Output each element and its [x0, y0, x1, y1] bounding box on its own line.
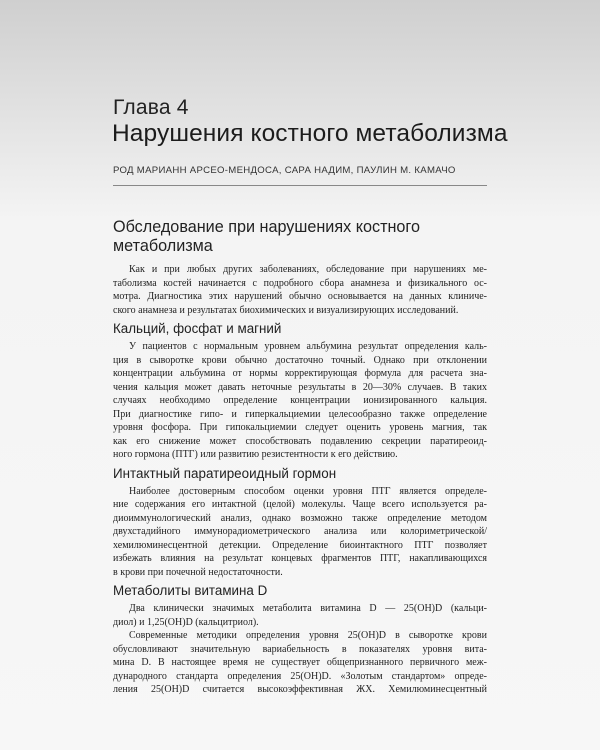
- text-line: мина D. В настоящее время не существует общепризнанного первичного меж-: [113, 657, 487, 668]
- text-line: диол) и 1,25(OH)D (кальцитриол).: [113, 616, 259, 628]
- text-line: концентрации альбумина от нормы корректирующая формула для расчета зна-: [113, 368, 487, 379]
- text-line: ного гормона (ПТГ) или развитию резистентности к его действию.: [113, 449, 398, 460]
- chapter-label: Глава 4: [113, 96, 189, 119]
- text-line: двухстадийного иммунорадиометрического анализа или колориметрической/: [113, 526, 487, 537]
- text-line: чения кальция может давать неточные результаты в 20—30% случаев. В таких: [113, 381, 487, 393]
- text-line: При диагностике гипо- и гиперкальциемии целесообразно также определение: [113, 408, 487, 420]
- section-heading-line: метаболизма: [113, 237, 213, 255]
- text-line: ние содержания его интактной (целой) молекулы. Чаще всего используется ра-: [113, 499, 487, 510]
- calcium-paragraph: [113, 340, 487, 462]
- subsection-heading-calcium: Кальций, фосфат и магний: [113, 321, 282, 336]
- chapter-title: Нарушения костного метаболизма: [112, 120, 508, 147]
- text-line: как его снижение может способствовать подавлению секреции паратиреоид-: [113, 435, 487, 447]
- intro-paragraph: [113, 263, 487, 317]
- text-line: ция в сыворотке крови обычно достаточно точный. Однако при отклонении: [113, 354, 487, 366]
- subsection-heading-vitamin-d: Метаболиты витамина D: [113, 583, 268, 598]
- text-line: диоиммунологический анализ, однако возможно также определение методом: [113, 512, 487, 524]
- text-line: уровня фосфора. При гипокальциемии следует оценить уровень магния, так: [113, 422, 487, 433]
- body-content: [113, 218, 487, 697]
- text-line: обусловливают значительную вариабельность в показателях уровня вита-: [113, 643, 487, 655]
- title-divider: [113, 185, 487, 186]
- text-line: Наиболее достоверным способом оценки уровня ПТГ является определе-: [129, 485, 487, 497]
- text-line: Как и при любых других заболеваниях, обследование при нарушениях ме-: [129, 264, 487, 275]
- text-line: ского анамнеза и результатах биохимических и визуализирующих исследований.: [113, 304, 459, 316]
- text-line: Современные методики определения уровня 25(OH)D в сыворотке крови: [129, 630, 487, 641]
- text-line: в крови при почечной недостаточности.: [113, 566, 283, 578]
- subsection-heading-pth: Интактный паратиреоидный гормон: [113, 465, 337, 481]
- section-heading-line: Обследование при нарушениях костного: [113, 218, 420, 236]
- pth-paragraph: [113, 485, 487, 580]
- text-line: У пациентов с нормальным уровнем альбумина результат определения каль-: [129, 341, 487, 352]
- text-line: хемилюминесцентной детекции. Определение биоинтактного ПТГ позволяет: [113, 539, 487, 551]
- text-line: таболизма костей начинается с подробного сбора анамнеза и физикального ос-: [113, 277, 487, 289]
- text-line: мотра. Диагностика этих нарушений обычно основывается на данных клиниче-: [113, 291, 487, 302]
- section-heading: [113, 218, 487, 256]
- text-line: Два клинически значимых метаболита витамина D — 25(OH)D (кальци-: [129, 603, 487, 614]
- vitamin-d-paragraph: [113, 602, 487, 697]
- text-line: избежать влияния на результат концевых фрагментов ПТГ, накапливающихся: [113, 553, 487, 564]
- text-line: ления 25(OH)D считается высокоэффективная ЖХ. Хемилюминесцентный: [113, 684, 487, 695]
- chapter-authors: РОД МАРИАНН АРСЕО-МЕНДОСА, САРА НАДИМ, ПАУЛИН М. КАМАЧО: [113, 165, 456, 176]
- text-line: случаях необходимо определение концентрации ионизированного кальция.: [113, 395, 487, 406]
- text-line: дународного стандарта определения 25(OH)D. «Золотым стандартом» опреде-: [113, 670, 487, 682]
